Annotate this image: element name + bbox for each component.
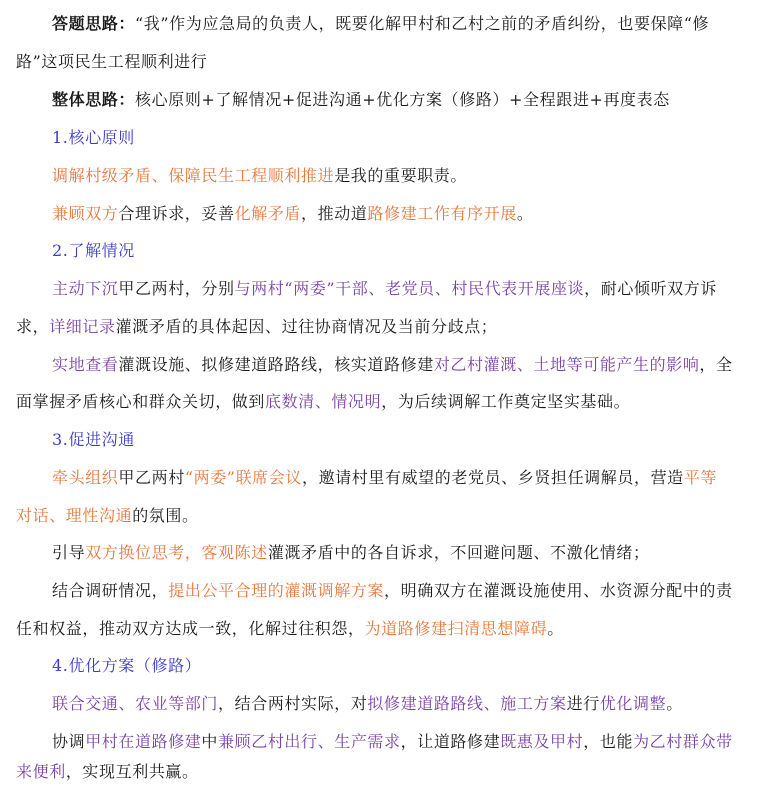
- text-run: 中: [201, 732, 219, 751]
- text-run: 。: [547, 619, 564, 638]
- text-run: 与两村“两委”干部、老党员、村民代表开展座谈: [234, 279, 585, 298]
- text-run: 来便利: [16, 762, 66, 781]
- paragraph-line: [16, 762, 752, 782]
- text-run: 调解村级矛盾、保障民生工程顺利推进: [52, 166, 335, 185]
- text-run: 拟修建道路路线、施工方案: [367, 694, 567, 713]
- text-run: 详细记录: [49, 317, 116, 336]
- text-run: 对话、理性沟通: [16, 506, 133, 525]
- text-run: ，耐心倾听双方诉: [584, 279, 717, 298]
- text-run: 灌溉矛盾中的各自诉求，不回避问题、不激化情绪；: [267, 543, 650, 562]
- text-run: “两委”联席会议: [184, 468, 302, 487]
- text-run: 对乙村灌溉、土地等可能产生的影响: [433, 355, 700, 374]
- text-run: ，明确双方在灌溉设施使用、水资源分配中的责: [384, 581, 733, 600]
- paragraph-line: [16, 506, 752, 526]
- paragraph-line: [52, 543, 752, 563]
- text-run: ，邀请村里有威望的老党员、乡贤担任调解员，营造: [301, 468, 684, 487]
- text-run: 既惠及甲村: [500, 732, 584, 751]
- paragraph-line: [16, 619, 752, 639]
- answer-approach-line-1: [52, 14, 752, 34]
- text-run: 甲村在道路修建: [85, 732, 202, 751]
- text-run: 的氛围。: [132, 506, 199, 525]
- text-run: 是我的重要职责。: [334, 166, 468, 185]
- answer-approach-line-2: [16, 52, 752, 72]
- paragraph-line: [52, 166, 752, 186]
- paragraph-line: [16, 317, 752, 337]
- section-heading-core-principle: [52, 128, 752, 148]
- text-run: 整体思路：: [52, 90, 136, 109]
- text-run: 面掌握矛盾核心和群众关切，做到: [16, 392, 266, 411]
- text-run: 主动下沉: [52, 279, 119, 298]
- paragraph-line: [16, 392, 752, 412]
- overall-approach-line: [52, 90, 752, 110]
- text-run: 兼顾双方: [52, 204, 119, 223]
- paragraph-line: [52, 204, 752, 224]
- text-run: 底数清、情况明: [265, 392, 382, 411]
- paragraph-line: [52, 732, 752, 752]
- text-run: “我”作为应急局的负责人，既要化解甲村和乙村之前的矛盾纠纷，也要保障“修: [135, 14, 710, 33]
- text-run: 甲乙两村，分别: [118, 279, 235, 298]
- text-run: ，让道路修建: [400, 732, 501, 751]
- paragraph-line: [52, 355, 752, 375]
- text-run: ，推动道: [301, 204, 368, 223]
- text-run: 双方换位思考，客观陈述: [85, 543, 268, 562]
- text-run: 结合调研情况，: [52, 581, 169, 600]
- text-run: ，实现互利共赢。: [65, 762, 199, 781]
- text-run: 兼顾乙村出行、生产需求: [218, 732, 401, 751]
- text-run: 甲乙两村: [118, 468, 185, 487]
- text-run: ，全: [699, 355, 733, 374]
- text-run: 为乙村群众带: [633, 732, 733, 751]
- text-run: 联合交通、农业等部门: [52, 694, 219, 713]
- text-run: 化解矛盾: [234, 204, 302, 223]
- text-run: 提出公平合理的灌溉调解方案: [168, 581, 385, 600]
- text-run: 进行: [566, 694, 600, 713]
- text-run: 答题思路：: [52, 14, 136, 33]
- text-run: 。: [516, 204, 534, 223]
- text-run: 路”这项民生工程顺利进行: [16, 52, 208, 71]
- paragraph-line: [52, 581, 752, 601]
- paragraph-line: [52, 694, 752, 714]
- text-run: 2.了解情况: [52, 241, 135, 260]
- text-run: 求，: [16, 317, 50, 336]
- text-run: ，为后续调解工作奠定坚实基础。: [381, 392, 631, 411]
- section-heading-understand-situation: [52, 241, 752, 261]
- text-run: 路修建工作有序开展: [367, 204, 517, 223]
- section-heading-promote-communication: [52, 430, 752, 450]
- paragraph-line: [52, 279, 752, 299]
- text-run: 任和权益，推动双方达成一致，化解过往积怨，: [16, 619, 365, 638]
- paragraph-line: [52, 468, 752, 488]
- text-run: 实地查看: [52, 355, 119, 374]
- text-run: 为道路修建扫清思想障碍: [364, 619, 548, 638]
- text-run: ，结合两村实际，对: [218, 694, 368, 713]
- text-run: 核心原则+了解情况+促进沟通+优化方案（修路）+全程跟进+再度表态: [135, 90, 670, 109]
- text-run: 3.促进沟通: [52, 430, 135, 449]
- text-run: ，也能: [583, 732, 634, 751]
- text-run: 优化调整: [599, 694, 667, 713]
- text-run: 牵头组织: [52, 468, 119, 487]
- section-heading-optimize-plan: [52, 656, 752, 676]
- text-run: 合理诉求，妥善: [118, 204, 235, 223]
- text-run: 。: [666, 694, 683, 713]
- text-run: 平等: [683, 468, 717, 487]
- text-run: 灌溉设施、拟修建道路路线，核实道路修建: [118, 355, 434, 374]
- text-run: 协调: [52, 732, 86, 751]
- text-run: 1.核心原则: [52, 128, 135, 147]
- text-run: 4.优化方案（修路）: [52, 656, 202, 675]
- text-run: 引导: [52, 543, 86, 562]
- text-run: 灌溉矛盾的具体起因、过往协商情况及当前分歧点；: [115, 317, 498, 336]
